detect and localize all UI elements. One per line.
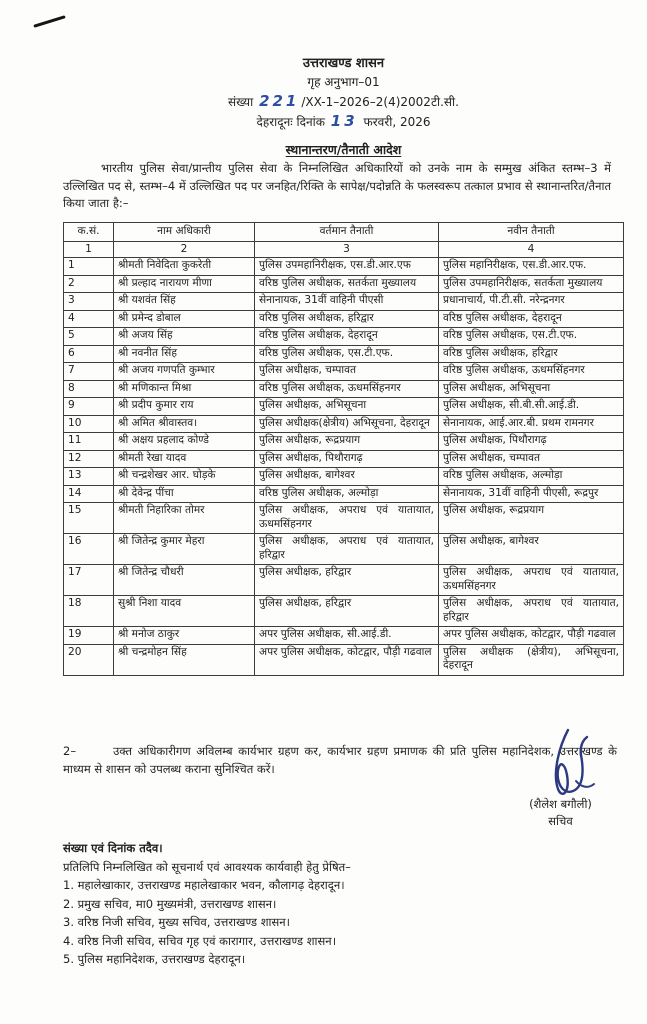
name-cell: श्रीमती निवेदिता कुकरेती [114, 258, 255, 276]
name-cell: श्री मणिकान्त मिश्रा [114, 380, 255, 398]
new-posting-cell: सेनानायक, 31वीं वाहिनी पीएसी, रूद्रपुर [439, 485, 624, 503]
name-cell: श्री यशवंत सिंह [114, 293, 255, 311]
current-posting-cell: वरिष्ठ पुलिस अधीक्षक, ऊधमसिंहनगर [255, 380, 439, 398]
handwritten-ref-number: 221 [259, 92, 300, 110]
name-cell: श्री प्रमेन्द डोबाल [114, 310, 255, 328]
table-row [64, 433, 624, 451]
ref-rest: /XX-1–2026–2(4)2002टी.सी. [301, 95, 459, 109]
new-posting-cell: पुलिस अधीक्षक, अपराध एवं यातायात, हरिद्वार [439, 596, 624, 627]
copy-forwarded-heading: प्रतिलिपि निम्नलिखित को सूचनार्थ एवं आवश्यक कार्यवाही हेतु प्रेषित– [63, 859, 351, 874]
name-cell: श्रीमती रेखा यादव [114, 450, 255, 468]
col-number: 4 [439, 241, 624, 258]
new-posting-cell: वरिष्ठ पुलिस अधीक्षक, अल्मोड़ा [439, 468, 624, 486]
new-posting-cell: पुलिस अधीक्षक, पिथौरागढ़ [439, 433, 624, 451]
sno-cell: 10 [64, 415, 114, 433]
header-officer-name: नाम अधिकारी [114, 223, 255, 242]
column-number-row [64, 241, 624, 258]
name-cell: सुश्री निशा यादव [114, 596, 255, 627]
table-row [64, 596, 624, 627]
sno-cell: 8 [64, 380, 114, 398]
header-current-posting: वर्तमान तैनाती [255, 223, 439, 242]
current-posting-cell: पुलिस अधीक्षक(क्षेत्रीय) अभिसूचना, देहरादून [255, 415, 439, 433]
name-cell: श्री प्रल्हाद नारायण मीणा [114, 275, 255, 293]
table-row [64, 275, 624, 293]
table-row [64, 534, 624, 565]
sno-cell: 3 [64, 293, 114, 311]
new-posting-cell: पुलिस अधीक्षक, बागेश्वर [439, 534, 624, 565]
new-posting-cell: वरिष्ठ पुलिस अधीक्षक, हरिद्वार [439, 345, 624, 363]
new-posting-cell: वरिष्ठ पुलिस अधीक्षक, ऊधमसिंहनगर [439, 363, 624, 381]
name-cell: श्री अजय सिंह [114, 328, 255, 346]
new-posting-cell: पुलिस अधीक्षक, अभिसूचना [439, 380, 624, 398]
sno-cell: 12 [64, 450, 114, 468]
signatory-title: सचिव [548, 814, 573, 828]
signature-block [498, 796, 623, 830]
distribution-block [63, 839, 607, 969]
sno-cell: 14 [64, 485, 114, 503]
handwritten-date: 13 [330, 112, 358, 130]
sno-cell: 6 [64, 345, 114, 363]
table-row [64, 363, 624, 381]
list-item: 3. वरिष्ठ निजी सचिव, मुख्य सचिव, उत्तराखण्ड शासन। [63, 915, 291, 929]
table-row [64, 415, 624, 433]
table-row [64, 485, 624, 503]
sno-cell: 13 [64, 468, 114, 486]
current-posting-cell: पुलिस अधीक्षक, हरिद्वार [255, 596, 439, 627]
new-posting-cell: पुलिस अधीक्षक, चम्पावत [439, 450, 624, 468]
table-row [64, 450, 624, 468]
current-posting-cell: वरिष्ठ पुलिस अधीक्षक, देहरादून [255, 328, 439, 346]
name-cell: श्री अजय गणपति कुम्भार [114, 363, 255, 381]
list-item: 4. वरिष्ठ निजी सचिव, सचिव गृह एवं कारागार, उत्तराखण्ड शासन। [63, 933, 337, 948]
current-posting-cell: वरिष्ठ पुलिस अधीक्षक, अल्मोड़ा [255, 485, 439, 503]
table-row [64, 627, 624, 645]
date-prefix: देहरादूनः दिनांक [256, 115, 325, 129]
list-item: 5. पुलिस महानिदेशक, उत्तराखण्ड देहरादून। [63, 952, 246, 966]
date-line [60, 112, 627, 132]
new-posting-cell: पुलिस उपमहानिरीक्षक, सतर्कता मुख्यालय [439, 275, 624, 293]
table-row [64, 380, 624, 398]
table-row [64, 644, 624, 675]
name-cell: श्री प्रदीप कुमार राय [114, 398, 255, 416]
current-posting-cell: पुलिस उपमहानिरीक्षक, एस.डी.आर.एफ [255, 258, 439, 276]
current-posting-cell: पुलिस अधीक्षक, अपराध एवं यातायात, ऊधमसिंहनगर [255, 503, 439, 534]
sno-cell: 18 [64, 596, 114, 627]
sno-cell: 2 [64, 275, 114, 293]
col-number: 1 [64, 241, 114, 258]
current-posting-cell: पुलिस अधीक्षक, चम्पावत [255, 363, 439, 381]
intro-paragraph: भारतीय पुलिस सेवा/प्रान्तीय पुलिस सेवा के निम्नलिखित अधिकारियों को उनके नाम के सम्मुख अंकित स्तम्भ–3 में उल्लिखित पद से, स्तम्भ–4 में उल्लिखित पद पर जनहित/रिक्ति के सापेक्ष/पदोन्नति के फलस्वरूप तत्काल प्रभाव से स्थानान्तरित/तैनात किया जाता है:– [63, 161, 611, 210]
government-name: उत्तराखण्ड शासन [302, 56, 385, 71]
list-item: 1. महालेखाकार, उत्तराखण्ड महालेखाकार भवन, कौलागढ़ देहरादून। [63, 878, 345, 892]
name-cell: श्री जितेन्द्र चौधरी [114, 565, 255, 596]
signatory-name: (शैलेश बगौली) [529, 797, 592, 811]
col-number: 2 [114, 241, 255, 258]
order-title: स्थानान्तरण/तैनाती आदेश [285, 142, 402, 157]
sno-cell: 9 [64, 398, 114, 416]
current-posting-cell: पुलिस अधीक्षक, पिथौरागढ़ [255, 450, 439, 468]
new-posting-cell: पुलिस अधीक्षक (क्षेत्रीय), अभिसूचना, देहरादून [439, 644, 624, 675]
current-posting-cell: वरिष्ठ पुलिस अधीक्षक, हरिद्वार [255, 310, 439, 328]
new-posting-cell: प्रधानाचार्य, पी.टी.सी. नरेन्द्रनगर [439, 293, 624, 311]
table-row [64, 345, 624, 363]
new-posting-cell: पुलिस महानिरीक्षक, एस.डी.आर.एफ. [439, 258, 624, 276]
new-posting-cell: पुलिस अधीक्षक, रूद्रप्रयाग [439, 503, 624, 534]
current-posting-cell: अपर पुलिस अधीक्षक, सी.आई.डी. [255, 627, 439, 645]
distribution-list [63, 876, 607, 969]
table-header-row [64, 223, 624, 242]
date-rest: फरवरी, 2026 [363, 115, 431, 129]
table-row [64, 503, 624, 534]
col-number: 3 [255, 241, 439, 258]
new-posting-cell: सेनानायक, आई.आर.बी. प्रथम रामनगर [439, 415, 624, 433]
sno-cell: 5 [64, 328, 114, 346]
name-cell: श्री चन्द्रमोहन सिंह [114, 644, 255, 675]
sno-cell: 20 [64, 644, 114, 675]
department-line: गृह अनुभाग–01 [307, 75, 380, 89]
sno-cell: 19 [64, 627, 114, 645]
reference-number-line [60, 92, 627, 112]
current-posting-cell: पुलिस अधीक्षक, बागेश्वर [255, 468, 439, 486]
directive-text: उक्त अधिकारीगण अविलम्ब कार्यभार ग्रहण कर, कार्यभार ग्रहण प्रमाणक की प्रति पुलिस महानिदेशक, उत्तराखण्ड के माध्यम से शासन को उपलब्ध कराना सुनिश्चित करें। [63, 744, 617, 776]
sno-cell: 11 [64, 433, 114, 451]
current-posting-cell: वरिष्ठ पुलिस अधीक्षक, एस.टी.एफ. [255, 345, 439, 363]
transfer-table-body [64, 258, 624, 676]
current-posting-cell: वरिष्ठ पुलिस अधीक्षक, सतर्कता मुख्यालय [255, 275, 439, 293]
sno-cell: 15 [64, 503, 114, 534]
name-cell: श्री देवेन्द्र पींचा [114, 485, 255, 503]
new-posting-cell: वरिष्ठ पुलिस अधीक्षक, देहरादून [439, 310, 624, 328]
handwritten-signature [532, 727, 598, 805]
current-posting-cell: पुलिस अधीक्षक, अभिसूचना [255, 398, 439, 416]
pen-stroke-mark [33, 15, 65, 28]
name-cell: श्री जितेन्द्र कुमार मेहरा [114, 534, 255, 565]
list-item: 2. प्रमुख सचिव, मा0 मुख्यमंत्री, उत्तराखण्ड शासन। [63, 896, 277, 911]
name-cell: श्री अमित श्रीवास्तव। [114, 415, 255, 433]
current-posting-cell: पुलिस अधीक्षक, अपराध एवं यातायात, हरिद्वार [255, 534, 439, 565]
name-cell: श्री नवनीत सिंह [114, 345, 255, 363]
current-posting-cell: पुलिस अधीक्षक, रूद्रप्रयाग [255, 433, 439, 451]
table-row [64, 565, 624, 596]
current-posting-cell: अपर पुलिस अधीक्षक, कोटद्वार, पौड़ी गढवाल [255, 644, 439, 675]
paragraph-number: 2– [63, 744, 77, 758]
sno-cell: 17 [64, 565, 114, 596]
same-number-date-note: संख्या एवं दिनांक तदैव। [63, 841, 163, 855]
sno-cell: 7 [64, 363, 114, 381]
table-row [64, 328, 624, 346]
new-posting-cell: अपर पुलिस अधीक्षक, कोटद्वार, पौड़ी गढवाल [439, 627, 624, 645]
current-posting-cell: पुलिस अधीक्षक, हरिद्वार [255, 565, 439, 596]
name-cell: श्री अक्षय प्रहलाद कोण्डे [114, 433, 255, 451]
new-posting-cell: वरिष्ठ पुलिस अधीक्षक, एस.टी.एफ. [439, 328, 624, 346]
name-cell: श्रीमती निहारिका तोमर [114, 503, 255, 534]
sno-cell: 16 [64, 534, 114, 565]
sno-cell: 4 [64, 310, 114, 328]
table-row [64, 310, 624, 328]
document-header [60, 54, 627, 132]
sno-cell: 1 [64, 258, 114, 276]
transfer-table [63, 222, 624, 676]
name-cell: श्री चन्द्रशेखर आर. घोड़के [114, 468, 255, 486]
header-new-posting: नवीन तैनाती [439, 223, 624, 242]
table-row [64, 468, 624, 486]
table-row [64, 258, 624, 276]
table-row [64, 398, 624, 416]
table-row [64, 293, 624, 311]
new-posting-cell: पुलिस अधीक्षक, सी.बी.सी.आई.डी. [439, 398, 624, 416]
header-serial: क.सं. [64, 223, 114, 242]
ref-prefix: संख्या [228, 95, 254, 109]
new-posting-cell: पुलिस अधीक्षक, अपराध एवं यातायात, ऊधमसिंहनगर [439, 565, 624, 596]
current-posting-cell: सेनानायक, 31वीं वाहिनी पीएसी [255, 293, 439, 311]
name-cell: श्री मनोज ठाकुर [114, 627, 255, 645]
